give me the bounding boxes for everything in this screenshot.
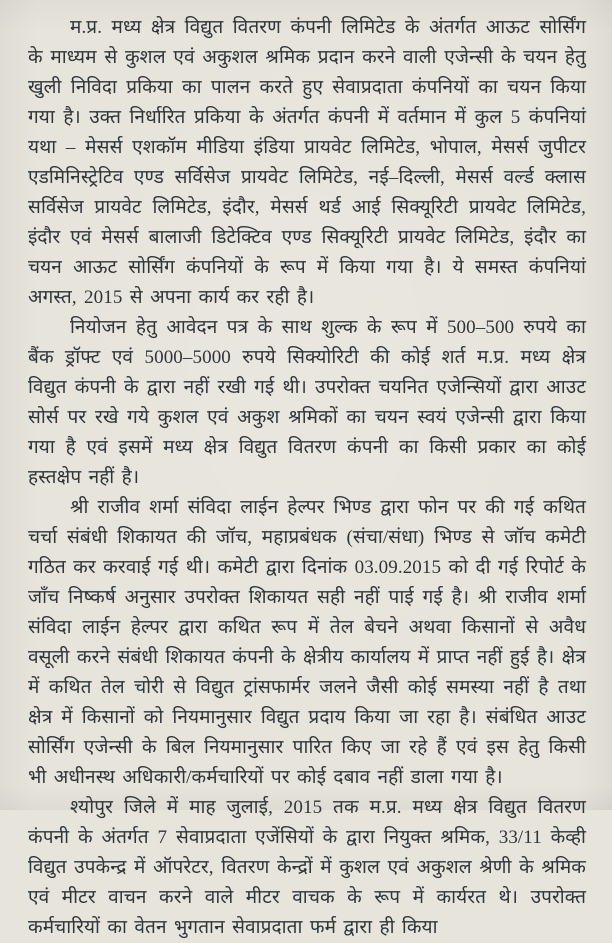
paragraph-complaint-inquiry: श्री राजीव शर्मा संविदा लाईन हेल्पर भिण्ड द्वारा फोन पर की गई कथित चर्चा संबंधी शिकायत की जॉच, महाप्रबंधक (संचा/संधा) भिण्ड से जॉच कमेटी गठित कर करवाई गई थी। कमेटी द्वारा दिनांक 03.09.2015 को दी गई रिपोर्ट के जाँच निष्कर्ष अनुसार उपरोक्त शिकायत सही नहीं पाई गई है। श्री राजीव शर्मा संविदा लाईन हेल्पर द्वारा कथित रूप में तेल बेचने अथवा किसानों से अवैध वसूली करने संबंधी शिकायत कंपनी के क्षेत्रीय कार्यालय में प्राप्त नहीं हुई है। क्षेत्र में कथित तेल चोरी से विद्युत ट्रांसफार्मर जलने जैसी कोई समस्या नहीं है तथा क्षेत्र में किसानों को नियमानुसार विद्युत प्रदाय किया जा रहा है। संबंधित आउट सोर्सिंग एजेन्सी के बिल नियमानुसार पारित किए जा रहे हैं एवं इस हेतु किसी भी अधीनस्थ अधिकारी/कर्मचारियों पर कोई दबाव नहीं डाला गया है। [28,497,586,788]
paragraph-outsourcing-selection: म.प्र. मध्य क्षेत्र विद्युत वितरण कंपनी लिमिटेड के अंतर्गत आऊट सोर्सिंग के माध्यम से कुशल एवं अकुशल श्रमिक प्रदान करने वाली एजेन्सी के चयन हेतु खुली निविदा प्रकिया का पालन करते हुए सेवाप्रदाता कंपनियों का चयन किया गया है। उक्त निर्धारित प्रकिया के अंतर्गत कंपनी में वर्तमान में कुल 5 कंपनियां यथा – मेसर्स एशकॉम मीडिया इंडिया प्रायवेट लिमिटेड, भोपाल, मेसर्स जुपीटर एडमिनिस्ट्रेटिव एण्ड सर्विसेज प्रायवेट लिमिटेड, नई–दिल्ली, मेसर्स वर्ल्ड क्लास सर्विसेज प्रायवेट लिमिटेड, इंदौर, मेसर्स थर्ड आई सिक्यूरिटी प्रायवेट लिमिटेड, इंदौर एवं मेसर्स बालाजी डिटेक्टिव एण्ड सिक्यूरिटी प्रायवेट लिमिटेड, इंदौर का चयन आऊट सोर्सिंग कंपनियों के रूप में किया गया है। ये समस्त कंपनियां अगस्त, 2015 से अपना कार्य कर रही है। [28,17,586,308]
paragraph-sheopur-district: श्योपुर जिले में माह जुलाई, 2015 तक म.प्र. मध्य क्षेत्र विद्युत वितरण कंपनी के अंतर्गत 7 सेवाप्रदाता एजेंसियों के द्वारा नियुक्त श्रमिक, 33/11 केव्ही विद्युत उपकेन्द्र में ऑपरेटर, वितरण केन्द्रों में कुशल एवं अकुशल श्रेणी के श्रमिक एवं मीटर वाचन करने वाले मीटर वाचक के रूप में कार्यरत थे। उपरोक्त कर्मचारियों का वेतन भुगतान सेवाप्रदाता फर्म द्वारा ही किया [28,797,586,938]
paragraph-fees-security: नियोजन हेतु आवेदन पत्र के साथ शुल्क के रूप में 500–500 रुपये का बैंक ड्रॉफ्ट एवं 5000–5000 रुपये सिक्योरिटी की कोई शर्त म.प्र. मध्य क्षेत्र विद्युत कंपनी के द्वारा नहीं रखी गई थी। उपरोक्त चयनित एजेन्सियों द्वारा आउट सोर्स पर रखे गये कुशल एवं अकुश श्रमिकों का चयन स्वयं एजेन्सी द्वारा किया गया है एवं इसमें मध्य क्षेत्र विद्युत वितरण कंपनी का किसी प्रकार का कोई हस्तक्षेप नहीं है। [28,317,586,488]
